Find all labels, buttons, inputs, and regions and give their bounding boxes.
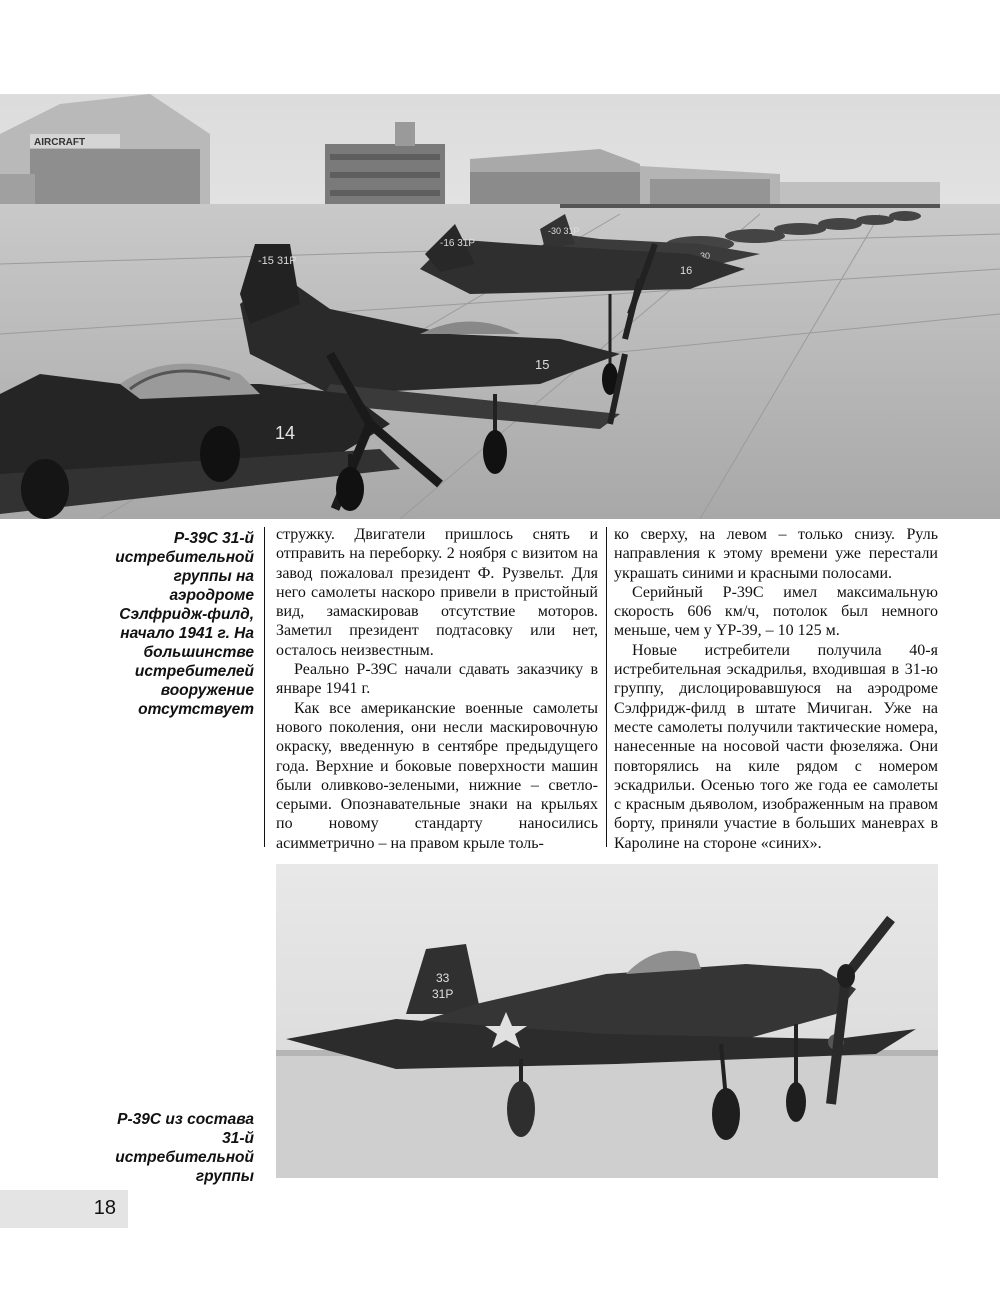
tail-code-line2: 31P bbox=[432, 987, 454, 1001]
tail-code-line1: 33 bbox=[436, 971, 450, 985]
wheel-right bbox=[712, 1088, 740, 1140]
paragraph: Реально Р-39С начали сдавать заказчику в январе 1941 г. bbox=[276, 661, 598, 698]
text-column-1 bbox=[276, 525, 598, 853]
nose-number-14: 14 bbox=[275, 423, 296, 443]
paragraph: Серийный Р-39С имел максимальную скорость 606 км/ч, потолок был немного меньше, чем у YP-39, – 10 125 м. bbox=[614, 583, 938, 640]
paragraph: Как все американские военные самолеты нового поколения, они несли маскировочную окраску, введенную в сентябре предыдущего года. Верхние и боковые поверхности машин были оливково-зелеными, нижние – светло-серыми. Опознавательные знаки на крыльях по новому стандарту наносились асимметрично – на правом крыле толь- bbox=[276, 699, 598, 852]
column-divider-middle bbox=[606, 527, 607, 847]
nose-number-16: 16 bbox=[680, 265, 693, 277]
photo-caption-airfield: Р-39С 31-й истребительной группы на аэродроме Сэлфридж-филд, начало 1941 г. На большинстве истребителей вооружение отсутствует bbox=[115, 530, 254, 718]
nose-number-15: 15 bbox=[535, 357, 550, 372]
wheel-left bbox=[507, 1081, 535, 1137]
text-column-2 bbox=[614, 525, 938, 853]
photo-caption-single-aircraft: Р-39С из состава 31-й истребительной группы bbox=[115, 1111, 254, 1185]
hangar-sign: AIRCRAFT bbox=[34, 137, 86, 148]
paragraph: стружку. Двигатели пришлось снять и отправить на переборку. 2 ноября с визитом на завод пожаловал президент Ф. Рузвельт. Для него самолеты наскоро привели в пристойный вид, замаскировав отсутствие моторов. Заметил президент подтасовку или нет, осталось неизвестным. bbox=[276, 526, 598, 659]
photo-single-aircraft bbox=[276, 864, 938, 1178]
airfield-lineup-illustration bbox=[0, 94, 1000, 519]
page-number-box bbox=[0, 1190, 128, 1228]
photo-airfield-lineup bbox=[0, 94, 1000, 519]
nose-wheel bbox=[786, 1082, 806, 1122]
spinner bbox=[837, 964, 855, 988]
tail-code-15: -15 31P bbox=[258, 255, 297, 267]
paragraph: Новые истребители получила 40-я истребительная эскадрилья, входившая в 31-ю группу, дислоцировавшуюся на аэродроме Сэлфридж-филд в штате Мичиган. Уже на месте самолеты получили тактические номера, нанесенные на носовой части фюзеляжа. Они повторялись на киле рядом с номером эскадрильи. Осенью того же года ее самолеты с красным дьяволом, изображенным на правом борту, приняли участие в больших маневрах в Каролине на стороне «синих». bbox=[614, 641, 938, 852]
paragraph: ко сверху, на левом – только снизу. Руль направления к этому времени уже перестали украшать синими и красными полосами. bbox=[614, 526, 938, 582]
single-aircraft-illustration bbox=[276, 864, 938, 1178]
tail-code-16: -16 31P bbox=[440, 238, 476, 249]
column-divider-left bbox=[264, 527, 265, 847]
nose-number-30: 30 bbox=[700, 251, 711, 261]
tail-code-30: -30 31P bbox=[548, 226, 580, 236]
page-number: 18 bbox=[93, 1197, 116, 1219]
